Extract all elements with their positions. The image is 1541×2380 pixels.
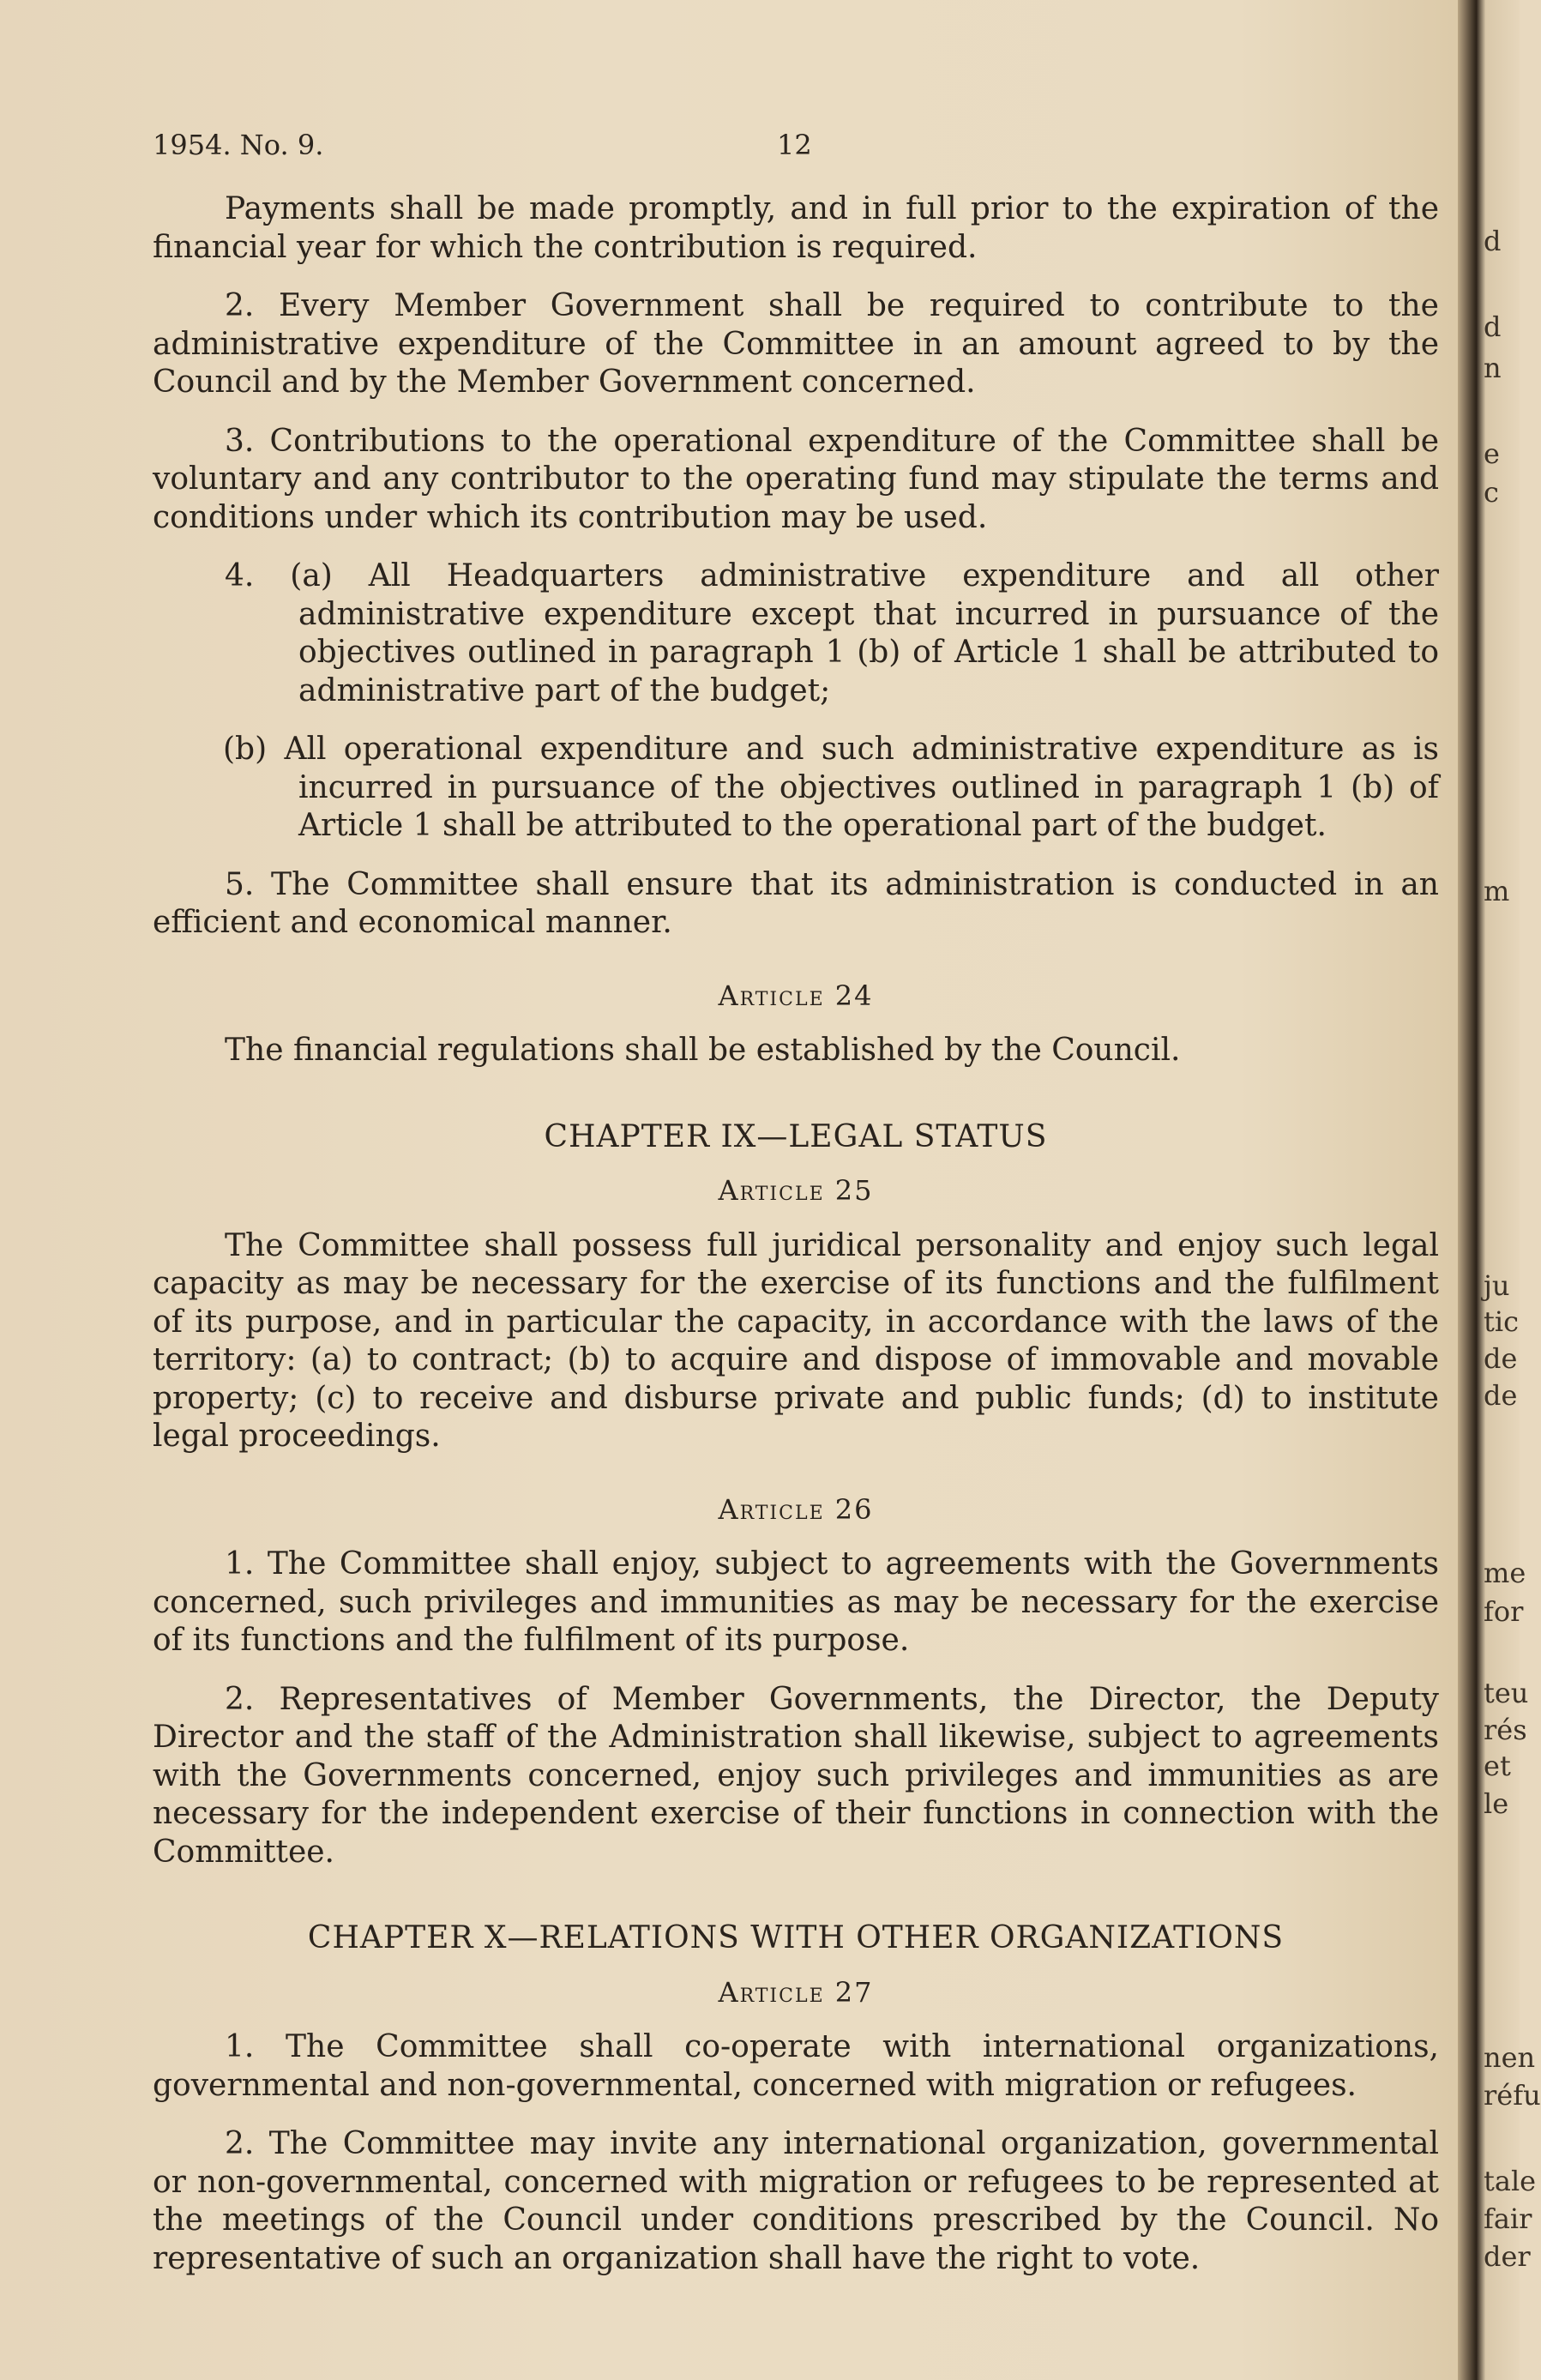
edge-fragment: d [1484,310,1502,343]
edge-fragment: me [1484,1557,1526,1589]
article-26-paragraph-1: 1. The Committee shall enjoy, subject to agreements with the Governments concerned, such privileges and immunities as may be necessary for the exercise of its functions and the fulfilment of its purpose. [153,1546,1439,1658]
article-24-text: The financial regulations shall be established by the Council. [225,1033,1181,1068]
edge-fragment: rés [1484,1714,1527,1746]
paragraph-4b: (b) All operational expenditure and such administrative expenditure as is incurred in pursuance of the objectives outlined in paragraph 1 (b) of Article 1 shall be attributed to the operational part of the budget. [223,732,1439,843]
edge-fragment: le [1484,1787,1509,1820]
paragraph-3: 3. Contributions to the operational expenditure of the Committee shall be voluntary and any contributor to the operating fund may stipulate the terms and conditions under which its contribution may be used. [153,423,1439,535]
article-24-heading: Article 24 [718,979,874,1012]
paragraph-2: 2. Every Member Government shall be required to contribute to the administrative expenditure of the Committee in an amount agreed to by the Council and by the Member Government concerned. [153,288,1439,400]
paragraph-5: 5. The Committee shall ensure that its administration is conducted in an efficient and economical manner. [153,866,1439,940]
edge-fragment: tale [1484,2165,1537,2197]
article-25-text: The Committee shall possess full juridical personality and enjoy such legal capacity as may be necessary for the exercise of its functions and the fulfilment of its purpose, and in particular the capacity, in accordance with the laws of the territory: (a) to contract; (b) to acquire and dispose of immovable and movable property; (c) to receive and disburse private and public funds; (d) to institute legal proceedings. [153,1227,1439,1454]
edge-fragment: et [1484,1750,1511,1782]
document-body [153,190,1439,2299]
edge-fragment: de [1484,1379,1518,1412]
edge-fragment: c [1484,476,1499,509]
page-header [153,129,812,161]
paragraph-intro: Payments shall be made promptly, and in full prior to the expiration of the financial year for which the contribution is required. [153,191,1439,265]
year-number-label: 1954. No. 9. [153,129,324,161]
edge-fragment: réfu [1484,2079,1541,2112]
edge-fragment: e [1484,437,1500,470]
edge-fragment: ju [1484,1269,1510,1302]
edge-fragment: de [1484,1342,1518,1375]
chapter-9-heading: CHAPTER IX—LEGAL STATUS [544,1118,1048,1154]
edge-fragment: teu [1484,1677,1529,1709]
article-27-paragraph-2: 2. The Committee may invite any international organization, governmental or non-governmental, concerned with migration or refugees to be represented at the meetings of the Council under conditions prescribed by the Council. No representative of such an organization shall have the right to vote. [153,2126,1439,2276]
article-26-heading: Article 26 [718,1492,874,1526]
article-26-paragraph-2: 2. Representatives of Member Governments, the Director, the Deputy Director and the staff of the Administration shall likewise, subject to agreements with the Governments concerned, enjoy such privileges and immunities as are necessary for the independent exercise of their functions in connection with the Committee. [153,1681,1439,1870]
edge-fragment: m [1484,875,1510,907]
edge-fragment: for [1484,1595,1524,1628]
edge-fragment: fair [1484,2202,1532,2235]
edge-fragment: d [1484,225,1502,257]
edge-fragment: n [1484,352,1502,384]
edge-fragment: nen [1484,2041,1536,2074]
article-27-paragraph-1: 1. The Committee shall co-operate with international organizations, governmental and non-governmental, concerned with migration or refugees. [153,2029,1439,2103]
article-25-heading: Article 25 [718,1174,874,1207]
paragraph-4a: 4. (a) All Headquarters administrative expenditure and all other administrative expenditure except that incurred in pursuance of the objectives outlined in paragraph 1 (b) of Article 1 shall be attributed to administrative part of the budget; [225,558,1439,708]
chapter-10-heading: CHAPTER X—RELATIONS WITH OTHER ORGANIZATIONS [307,1920,1285,1955]
edge-fragment: tic [1484,1305,1520,1338]
edge-fragment: der [1484,2240,1531,2273]
article-27-heading: Article 27 [718,1975,874,2009]
page-number: 12 [777,129,812,161]
